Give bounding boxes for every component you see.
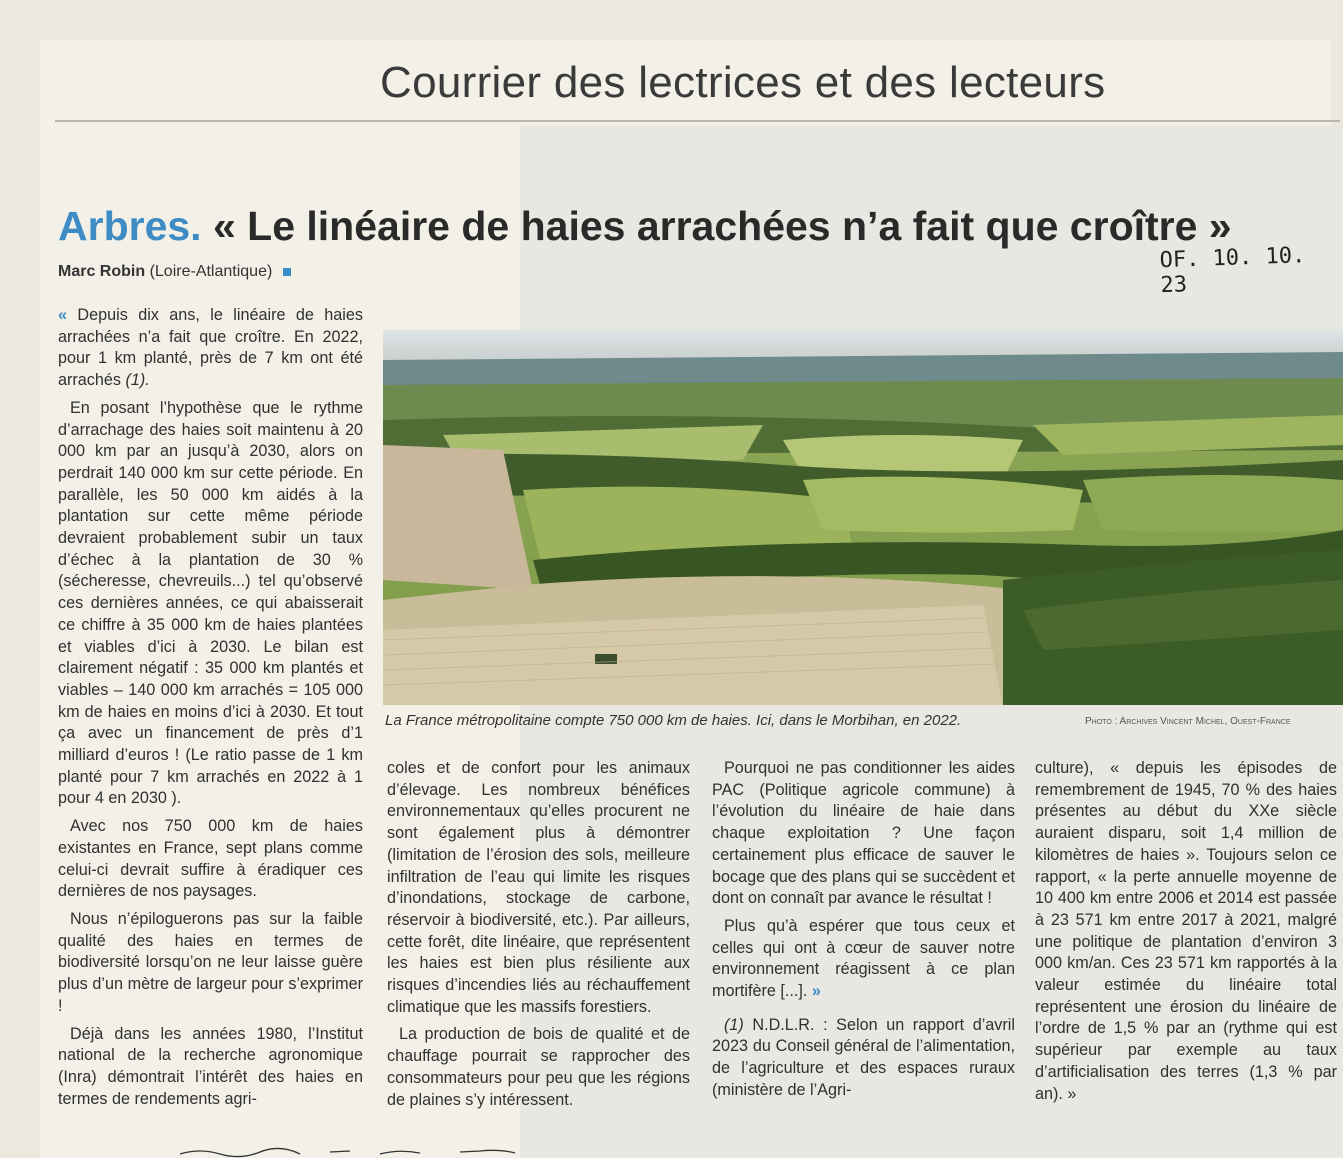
bottom-handwriting-scribble bbox=[180, 1146, 520, 1158]
byline-location: (Loire-Atlantique) bbox=[149, 263, 273, 280]
landscape-photo bbox=[383, 330, 1343, 705]
paragraph: La production de bois de qualité et de chauffage pourrait se rapprocher des consommateurs pour peu que les régions de plaines s’y intéressent. bbox=[387, 1025, 690, 1109]
paragraph: Déjà dans les années 1980, l’Institut national de la recherche agronomique (Inra) démontrait l’intérêt des haies en termes de rendements agri- bbox=[58, 1024, 363, 1108]
paragraph: En posant l’hypothèse que le rythme d’arrachage des haies soit maintenu à 20 000 km par an jusqu’à 2030, alors on perdrait 140 000 km sur cette période. En parallèle, les 50 000 km aidés à la plantation sur cette même période devraient probablement subir un taux d’échec à la plantation de 30 % (sécheresse, chevreuils...) tel qu’observé ces dernières années, ce qui abaisserait ce chiffre à 35 000 km de haies plantées et viables d’ici à 2030. Le bilan est clairement négatif : 35 000 km plantés et viables – 140 000 km arrachés = 105 000 km de haies en moins d’ici à 2030. Et tout ça avec un financement de près d’1 milliard d’euros ! (Le ratio passe de 1 km planté pour 7 km arrachés en 2022 à 1 pour 4 en 2030 ). bbox=[58, 398, 363, 808]
editor-note-text: N.D.L.R. : Selon un rapport d’avril 2023 du Conseil général de l’alimentation, de l’agriculture et des espaces ruraux (ministère de l’Agri- bbox=[712, 1015, 1015, 1099]
article-column-1 bbox=[58, 305, 363, 1110]
paragraph: coles et de confort pour les animaux d’élevage. Les nombreux bénéfices environnementaux qu’elles procurent ne sont également plus à démontrer (limitation de l’érosion des sols, meilleure infiltration de l’eau qui limite les risques d’inondations, stockage de carbone, réservoir à biodiversité, etc.). Par ailleurs, cette forêt, dite linéaire, que représentent les haies est bien plus résiliente aux risques d’incendies liés au réchauffement climatique que les massifs forestiers. bbox=[387, 759, 690, 1016]
quote-open-mark: « bbox=[58, 306, 68, 324]
paragraph-text: Plus qu’à espérer que tous ceux et celles qui ont à cœur de sauver notre environnement réagissent à ce plan mortifère [...]. bbox=[712, 916, 1015, 1001]
byline-author: Marc Robin bbox=[58, 263, 146, 280]
article-column-4 bbox=[1035, 758, 1337, 1105]
headline-title: « Le linéaire de haies arrachées n’a fait que croître » bbox=[212, 203, 1232, 249]
paragraph: culture), « depuis les épisodes de remembrement de 1945, 70 % des haies présentes au début du XXe siècle auraient disparu, soit 1,4 million de kilomètres de haies ». Toujours selon ce rapport, « la perte annuelle moyenne de 10 400 km entre 2006 et 2014 est passée à 23 571 km entre 2017 à 2021, malgré une politique de plantation d’environ 3 000 km/an. Ces 23 571 km rapportés à la valeur estimée du linéaire total représentent une érosion du linéaire de l’ordre de 1,5 % par an (rythme qui est supérieur par exemple au taux d’artificialisation des terres (1,3 % par an). » bbox=[1035, 759, 1337, 1103]
paragraph bbox=[712, 916, 1015, 1003]
byline-square-icon bbox=[283, 268, 291, 276]
section-title: Courrier des lectrices et des lecteurs bbox=[380, 58, 1106, 107]
section-rule bbox=[55, 120, 1340, 122]
article-column-2 bbox=[387, 758, 690, 1111]
photo-caption: La France métropolitaine compte 750 000 km de haies. Ici, dans le Morbihan, en 2022. bbox=[385, 712, 962, 729]
editor-note bbox=[712, 1015, 1015, 1102]
byline bbox=[58, 263, 291, 281]
landscape-photo-illustration bbox=[383, 330, 1343, 705]
paragraph-text: Depuis dix ans, le linéaire de haies arrachées n’a fait que croître. En 2022, pour 1 km planté, près de 7 km ont été arrachés bbox=[58, 306, 364, 390]
handwritten-note: OF. 10. 10. 23 bbox=[1159, 243, 1306, 299]
footnote-ref: (1). bbox=[125, 371, 150, 390]
footnote-ref: (1) bbox=[724, 1015, 744, 1034]
article-column-3 bbox=[712, 758, 1015, 1102]
quote-close-mark: » bbox=[811, 982, 821, 1001]
headline-keyword: Arbres. bbox=[58, 203, 202, 249]
paragraph: Nous n’épiloguerons pas sur la faible qualité des haies en termes de biodiversité lorsqu’on ne leur laisse guère plus d’un mètre de largeur pour s’exprimer ! bbox=[58, 909, 363, 1015]
paragraph: Avec nos 750 000 km de haies existantes en France, sept plans comme celui-ci devrait suffire à éradiquer ces dernières de nos paysages. bbox=[58, 817, 363, 901]
photo-credit: Photo : Archives Vincent Michel, Ouest-France bbox=[1085, 716, 1291, 727]
paragraph bbox=[58, 305, 363, 392]
paragraph: Pourquoi ne pas conditionner les aides PAC (Politique agricole commune) à l’évolution du linéaire de haie dans chaque exploitation ? Une façon certainement plus efficace de sauver le bocage que des plans qui se succèdent et dont on connaît par avance le résultat ! bbox=[712, 759, 1015, 908]
headline bbox=[58, 203, 1308, 250]
